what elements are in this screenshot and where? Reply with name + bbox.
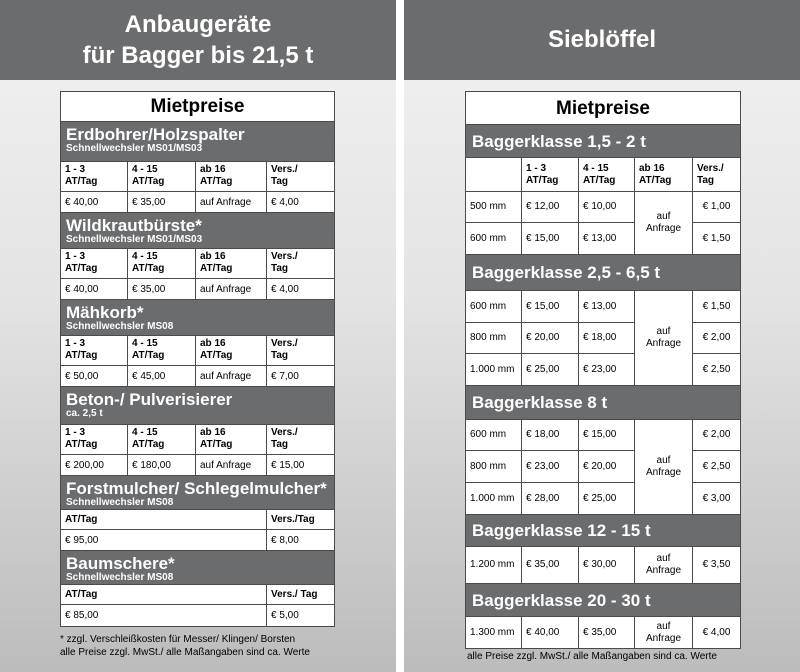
price-cell: € 4,00: [267, 279, 334, 300]
header-cell: ab 16 AT/Tag: [196, 162, 267, 192]
right-price-table: [465, 91, 741, 649]
shipping-cell: € 1,00: [693, 192, 740, 223]
price-cell: € 4,00: [267, 192, 334, 213]
shipping-cell: € 2,00: [693, 420, 740, 451]
price-cell: € 35,00: [579, 617, 635, 648]
price-cell: € 15,00: [522, 223, 579, 255]
header-cell: 1 - 3 AT/Tag: [61, 425, 128, 455]
size-cell: 800 mm: [466, 451, 522, 483]
size-cell: 800 mm: [466, 323, 522, 354]
price-cell: € 45,00: [128, 366, 196, 387]
excavator-class-grid: [466, 158, 740, 255]
header-cell: Vers./ Tag: [267, 425, 334, 455]
header-cell: ab 16 AT/Tag: [196, 425, 267, 455]
left-panel-header: [0, 0, 396, 80]
price-cell: € 25,00: [579, 483, 635, 515]
price-cell: € 180,00: [128, 455, 196, 476]
header-cell: AT/Tag: [61, 510, 267, 530]
right-footnote: alle Preise zzgl. MwSt./ alle Maßangaben sind ca. Werte: [467, 651, 717, 662]
on-request-cell: auf Anfrage: [635, 420, 693, 515]
right-table-title: Mietpreise: [466, 92, 740, 125]
excavator-class-header: Baggerklasse 1,5 - 2 t: [466, 125, 740, 158]
category-price-grid: [61, 162, 334, 213]
shipping-cell: € 3,50: [693, 547, 740, 584]
price-cell: € 35,00: [128, 279, 196, 300]
shipping-cell: € 2,00: [693, 323, 740, 354]
category-header: [61, 551, 334, 585]
category-subtitle: Schnellwechsler MS01/MS03: [66, 234, 203, 245]
header-cell: 1 - 3 AT/Tag: [61, 162, 128, 192]
category-price-grid: [61, 336, 334, 387]
price-cell: € 40,00: [61, 279, 128, 300]
price-cell: € 23,00: [522, 451, 579, 483]
price-cell: auf Anfrage: [196, 366, 267, 387]
category-name: Baumschere*: [66, 554, 175, 573]
excavator-class-header: Baggerklasse 12 - 15 t: [466, 515, 740, 547]
header-cell: 4 - 15 AT/Tag: [128, 162, 196, 192]
size-cell: 500 mm: [466, 192, 522, 223]
price-cell: € 7,00: [267, 366, 334, 387]
left-table-title: Mietpreise: [61, 92, 334, 122]
price-cell: € 8,00: [267, 530, 334, 551]
header-cell: Vers./ Tag: [267, 162, 334, 192]
shipping-cell: € 3,00: [693, 483, 740, 515]
category-header: [61, 122, 334, 162]
on-request-cell: auf Anfrage: [635, 547, 693, 584]
price-cell: € 15,00: [267, 455, 334, 476]
header-cell: 4 - 15 AT/Tag: [128, 425, 196, 455]
category-header: [61, 387, 334, 425]
left-price-table: [60, 91, 335, 627]
right-title: Sieblöffel: [547, 26, 656, 53]
header-cell: ab 16 AT/Tag: [196, 336, 267, 366]
header-cell: 4 - 15 AT/Tag: [579, 158, 635, 192]
category-subtitle: ca. 2,5 t: [66, 408, 103, 419]
shipping-cell: € 1,50: [693, 291, 740, 323]
size-cell: 1.000 mm: [466, 483, 522, 515]
header-cell: 1 - 3 AT/Tag: [61, 249, 128, 279]
price-cell: € 95,00: [61, 530, 267, 551]
excavator-class-header: Baggerklasse 8 t: [466, 386, 740, 420]
header-cell: Vers./ Tag: [693, 158, 740, 192]
size-cell: 1.000 mm: [466, 354, 522, 386]
shipping-cell: € 1,50: [693, 223, 740, 255]
category-subtitle: Schnellwechsler MS01/MS03: [66, 143, 203, 154]
left-footnote: [60, 633, 310, 659]
header-cell: ab 16 AT/Tag: [635, 158, 693, 192]
header-cell: 1 - 3 AT/Tag: [61, 336, 128, 366]
shipping-cell: € 2,50: [693, 354, 740, 386]
size-cell: 1.300 mm: [466, 617, 522, 648]
excavator-class-grid: [466, 420, 740, 515]
price-cell: € 35,00: [128, 192, 196, 213]
price-cell: € 28,00: [522, 483, 579, 515]
category-subtitle: Schnellwechsler MS08: [66, 497, 174, 508]
price-cell: € 30,00: [579, 547, 635, 584]
footnote-line: * zzgl. Verschleißkosten für Messer/ Klingen/ Borsten: [60, 634, 296, 645]
header-cell: 1 - 3 AT/Tag: [522, 158, 579, 192]
category-name: Beton-/ Pulverisierer: [66, 390, 233, 409]
price-cell: € 85,00: [61, 605, 267, 626]
price-cell: auf Anfrage: [196, 279, 267, 300]
price-cell: € 20,00: [522, 323, 579, 354]
category-price-grid: [61, 425, 334, 476]
excavator-class-header: Baggerklasse 2,5 - 6,5 t: [466, 255, 740, 291]
header-cell: AT/Tag: [61, 585, 267, 605]
category-price-grid: [61, 249, 334, 300]
price-cell: € 15,00: [522, 291, 579, 323]
size-cell: 600 mm: [466, 420, 522, 451]
left-panel: [0, 0, 396, 672]
on-request-cell: auf Anfrage: [635, 617, 693, 648]
category-name: Forstmulcher/ Schlegelmulcher*: [66, 479, 327, 498]
excavator-class-grid: [466, 547, 740, 584]
price-cell: € 35,00: [522, 547, 579, 584]
category-header: [61, 300, 334, 336]
price-cell: € 5,00: [271, 610, 299, 621]
left-title-line1: Anbaugeräte: [124, 11, 272, 38]
category-name: Wildkrautbürste*: [66, 216, 202, 235]
header-cell: Vers./ Tag: [267, 249, 334, 279]
price-cell: € 18,00: [522, 420, 579, 451]
header-cell: [466, 158, 522, 192]
price-cell: € 13,00: [579, 223, 635, 255]
price-cell: auf Anfrage: [196, 192, 267, 213]
price-cell: € 40,00: [522, 617, 579, 648]
header-cell: 4 - 15 AT/Tag: [128, 249, 196, 279]
right-panel: [404, 0, 800, 672]
price-cell: € 18,00: [579, 323, 635, 354]
price-cell: € 200,00: [61, 455, 128, 476]
price-cell: € 20,00: [579, 451, 635, 483]
shipping-cell: € 4,00: [702, 626, 731, 638]
on-request-cell: auf Anfrage: [635, 291, 693, 386]
category-price-grid: [61, 585, 334, 626]
category-name: Erdbohrer/Holzspalter: [66, 125, 245, 144]
price-cell: € 12,00: [522, 192, 579, 223]
shipping-cell: € 2,50: [693, 451, 740, 483]
size-cell: 600 mm: [466, 223, 522, 255]
category-name: Mähkorb*: [66, 303, 144, 322]
category-subtitle: Schnellwechsler MS08: [66, 572, 174, 583]
right-panel-header: [404, 0, 800, 80]
price-cell: € 15,00: [579, 420, 635, 451]
header-cell: Vers./ Tag: [267, 585, 334, 605]
price-cell: € 50,00: [61, 366, 128, 387]
excavator-class-grid: [466, 291, 740, 386]
price-cell: € 40,00: [61, 192, 128, 213]
price-cell: € 10,00: [579, 192, 635, 223]
header-cell: 4 - 15 AT/Tag: [128, 336, 196, 366]
price-cell: auf Anfrage: [196, 455, 267, 476]
footnote-line: alle Preise zzgl. MwSt./ alle Maßangaben sind ca. Werte: [60, 647, 310, 658]
price-cell: € 23,00: [579, 354, 635, 386]
header-cell: Vers./Tag: [267, 510, 334, 530]
left-title-line2: für Bagger bis 21,5 t: [82, 42, 314, 69]
category-header: [61, 476, 334, 510]
on-request-cell: auf Anfrage: [635, 192, 693, 255]
category-subtitle: Schnellwechsler MS08: [66, 321, 174, 332]
excavator-class-header: Baggerklasse 20 - 30 t: [466, 584, 740, 617]
category-price-grid: [61, 510, 334, 551]
size-cell: 1.200 mm: [466, 547, 522, 584]
excavator-class-grid: [466, 617, 740, 648]
price-cell: € 13,00: [579, 291, 635, 323]
category-header: [61, 213, 334, 249]
header-cell: Vers./ Tag: [267, 336, 334, 366]
size-cell: 600 mm: [466, 291, 522, 323]
header-cell: ab 16 AT/Tag: [196, 249, 267, 279]
price-cell: € 25,00: [522, 354, 579, 386]
